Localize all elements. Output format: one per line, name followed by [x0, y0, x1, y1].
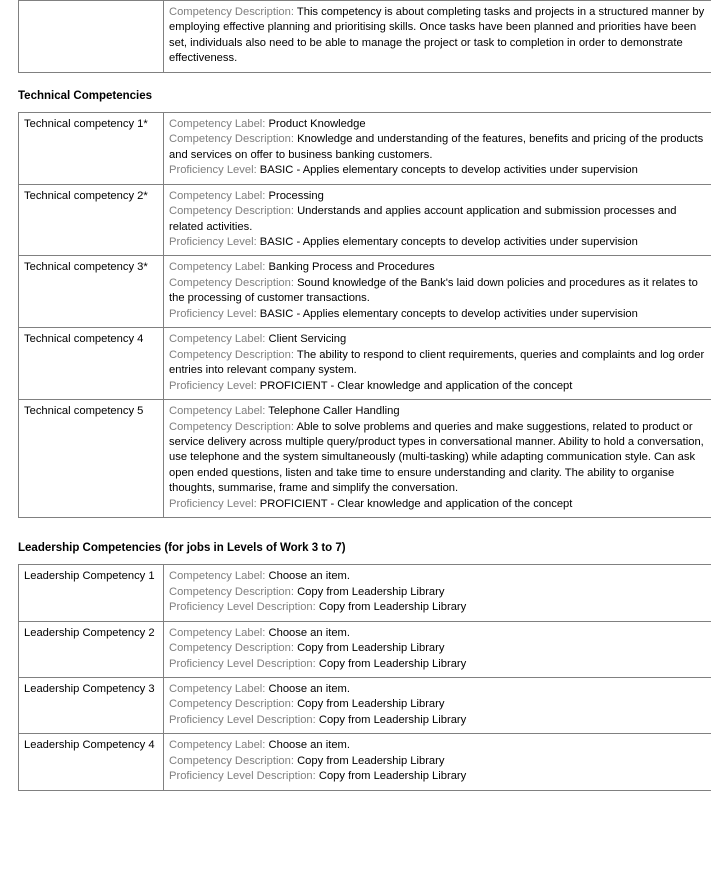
competency-description-value: Understands and applies account application and submission processes and related activities. [169, 205, 677, 233]
competency-description-label: Competency Description: [169, 585, 294, 598]
competency-description-label: Competency Description: [169, 276, 294, 289]
competency-description-label: Competency Description: [169, 754, 294, 767]
competency-label-label: Competency Label: [169, 189, 266, 202]
proficiency-level-label: Proficiency Level: [169, 379, 257, 392]
competency-description-value: Copy from Leadership Library [293, 642, 445, 655]
proficiency-level-label: Proficiency Level: [169, 164, 257, 177]
competency-description-line [169, 754, 710, 769]
table-row [19, 256, 711, 328]
competency-label-line [169, 117, 710, 132]
spacer [18, 102, 693, 112]
competency-label-value: Banking Process and Procedures [265, 261, 435, 274]
competency-label-value[interactable]: Choose an item. [265, 682, 350, 695]
competency-index-cell [19, 184, 164, 256]
competency-label-label: Competency Label: [169, 682, 266, 695]
competency-detail-cell [164, 677, 711, 733]
competency-detail-cell [164, 400, 711, 518]
competency-description-value: Copy from Leadership Library [293, 698, 445, 711]
competency-description-value: Knowledge and understanding of the features, benefits and pricing of the products and services on offer to business banking customers. [169, 133, 704, 161]
competency-index-label: Technical competency 1* [24, 117, 148, 130]
competency-description-label: Competency Description: [169, 133, 294, 146]
competency-index-cell [19, 256, 164, 328]
competency-detail-cell [164, 621, 711, 677]
competency-label-label: Competency Label: [169, 117, 266, 130]
proficiency-level-label: Proficiency Level: [169, 307, 257, 320]
competency-description-line [169, 132, 710, 163]
competency-index-cell [19, 112, 164, 184]
proficiency-level-value: BASIC - Applies elementary concepts to develop activities under supervision [256, 164, 638, 177]
continued-competency-table [18, 0, 711, 73]
competency-index-label: Technical competency 5 [24, 405, 144, 418]
table-row [19, 184, 711, 256]
competency-index-label: Leadership Competency 1 [24, 570, 155, 583]
competency-label-line [169, 332, 710, 347]
competency-label-line [169, 738, 710, 753]
competency-description-label: Competency Description: [169, 348, 294, 361]
proficiency-level-description-line [169, 600, 710, 615]
competency-description-value: Copy from Leadership Library [293, 754, 445, 767]
proficiency-level-line [169, 497, 710, 512]
competency-description-line [169, 697, 710, 712]
competency-label-line [169, 682, 710, 697]
competency-index-cell [19, 565, 164, 621]
leadership-competencies-table [18, 564, 711, 790]
competency-index-label: Leadership Competency 3 [24, 682, 155, 695]
proficiency-level-description-line [169, 657, 710, 672]
competency-description-label: Competency Description: [169, 6, 294, 18]
competency-description-line [169, 641, 710, 656]
competency-description-value: Copy from Leadership Library [293, 585, 445, 598]
document-body [18, 0, 705, 791]
proficiency-level-value: BASIC - Applies elementary concepts to develop activities under supervision [256, 307, 638, 320]
competency-detail-cell [164, 112, 711, 184]
competency-label-label: Competency Label: [169, 626, 266, 639]
competency-label-value[interactable]: Choose an item. [265, 739, 350, 752]
competency-detail-cell [164, 184, 711, 256]
spacer [18, 73, 693, 90]
competency-index-label: Leadership Competency 4 [24, 739, 155, 752]
competency-description-label: Competency Description: [169, 642, 294, 655]
competency-description-line [169, 585, 710, 600]
competency-description-label: Competency Description: [169, 698, 294, 711]
competency-description-label: Competency Description: [169, 420, 294, 433]
competency-label-label: Competency Label: [169, 405, 266, 418]
table-row [19, 1, 711, 73]
competency-description-value: Sound knowledge of the Bank's laid down policies and procedures as it relates to the processing of customer transactions. [169, 276, 698, 305]
proficiency-level-line [169, 379, 710, 394]
competency-label-label: Competency Label: [169, 570, 266, 583]
competency-label-value[interactable]: Choose an item. [265, 570, 350, 583]
competency-description-value: This competency is about completing tasks and projects in a structured manner by employing effective planning and prioritising skills. Once tasks have been planned and priorities have been set, individuals also need to be able to manage the project or task to completion in order to demonstrate effectiveness. [169, 6, 705, 65]
proficiency-level-description-value: Copy from Leadership Library [315, 657, 467, 670]
competency-label-value: Client Servicing [265, 333, 347, 346]
proficiency-level-label: Proficiency Level: [169, 497, 257, 510]
competency-description-line [169, 420, 710, 497]
competency-label-label: Competency Label: [169, 739, 266, 752]
proficiency-level-description-label: Proficiency Level Description: [169, 601, 316, 614]
competency-index-cell [19, 734, 164, 790]
competency-detail-cell [164, 734, 711, 790]
competency-index-cell [19, 400, 164, 518]
competency-label-line [169, 189, 710, 204]
competency-label-value: Processing [265, 189, 324, 202]
competency-index-label: Technical competency 3* [24, 261, 148, 274]
competency-index-cell [19, 1, 164, 73]
competency-label-value[interactable]: Choose an item. [265, 626, 350, 639]
competency-description-value: The ability to respond to client requirements, queries and complaints and log order entries into relevant company system. [169, 348, 705, 377]
technical-competencies-table [18, 112, 711, 518]
table-row [19, 565, 711, 621]
spacer [18, 554, 693, 564]
competency-label-label: Competency Label: [169, 261, 266, 274]
proficiency-level-description-label: Proficiency Level Description: [169, 657, 316, 670]
competency-label-value: Telephone Caller Handling [265, 405, 400, 418]
proficiency-level-description-value: Copy from Leadership Library [315, 601, 467, 614]
proficiency-level-line [169, 235, 710, 250]
competency-description-label: Competency Description: [169, 205, 294, 218]
proficiency-level-description-label: Proficiency Level Description: [169, 770, 316, 783]
proficiency-level-description-line [169, 769, 710, 784]
proficiency-level-value: BASIC - Applies elementary concepts to develop activities under supervision [256, 235, 638, 248]
competency-label-line [169, 569, 710, 584]
table-row [19, 400, 711, 518]
competency-detail-cell [164, 1, 711, 73]
proficiency-level-line [169, 163, 710, 178]
proficiency-level-description-value: Copy from Leadership Library [315, 770, 467, 783]
proficiency-level-label: Proficiency Level: [169, 235, 257, 248]
competency-label-value: Product Knowledge [265, 117, 366, 130]
proficiency-level-value: PROFICIENT - Clear knowledge and application of the concept [256, 497, 573, 510]
competency-detail-cell [164, 565, 711, 621]
section-heading-leadership: Leadership Competencies (for jobs in Levels of Work 3 to 7) [18, 542, 346, 555]
competency-label-line [169, 404, 710, 419]
competency-index-cell [19, 621, 164, 677]
competency-detail-cell [164, 328, 711, 400]
competency-index-cell [19, 677, 164, 733]
competency-description-line [169, 5, 710, 67]
proficiency-level-description-value: Copy from Leadership Library [315, 713, 467, 726]
competency-description-line [169, 204, 710, 235]
competency-label-line [169, 260, 710, 275]
table-row [19, 677, 711, 733]
competency-detail-cell [164, 256, 711, 328]
competency-index-label: Leadership Competency 2 [24, 626, 155, 639]
competency-label-line [169, 626, 710, 641]
section-heading-technical: Technical Competencies [18, 89, 152, 102]
competency-index-cell [19, 328, 164, 400]
competency-index-label: Technical competency 4 [24, 333, 144, 346]
proficiency-level-description-line [169, 713, 710, 728]
competency-label-label: Competency Label: [169, 333, 266, 346]
competency-description-value: Able to solve problems and queries and make suggestions, related to product or service delivery across multiple query/product types in conversational manner. Ability to hold a conversation, use telephone and the system simultaneously (multi-tasking) while adapting communication style. Can ask open ended questions, listen and take time to ensure understanding and clarity. The ability to organise thoughts, summarise, frame and simplify the conversation. [169, 420, 704, 495]
table-row [19, 112, 711, 184]
table-row [19, 734, 711, 790]
spacer [18, 518, 693, 542]
proficiency-level-description-label: Proficiency Level Description: [169, 713, 316, 726]
proficiency-level-value: PROFICIENT - Clear knowledge and application of the concept [256, 379, 573, 392]
competency-description-line [169, 348, 710, 379]
competency-index-label: Technical competency 2* [24, 189, 148, 202]
table-row [19, 621, 711, 677]
competency-description-line [169, 276, 710, 307]
table-row [19, 328, 711, 400]
proficiency-level-line [169, 307, 710, 322]
